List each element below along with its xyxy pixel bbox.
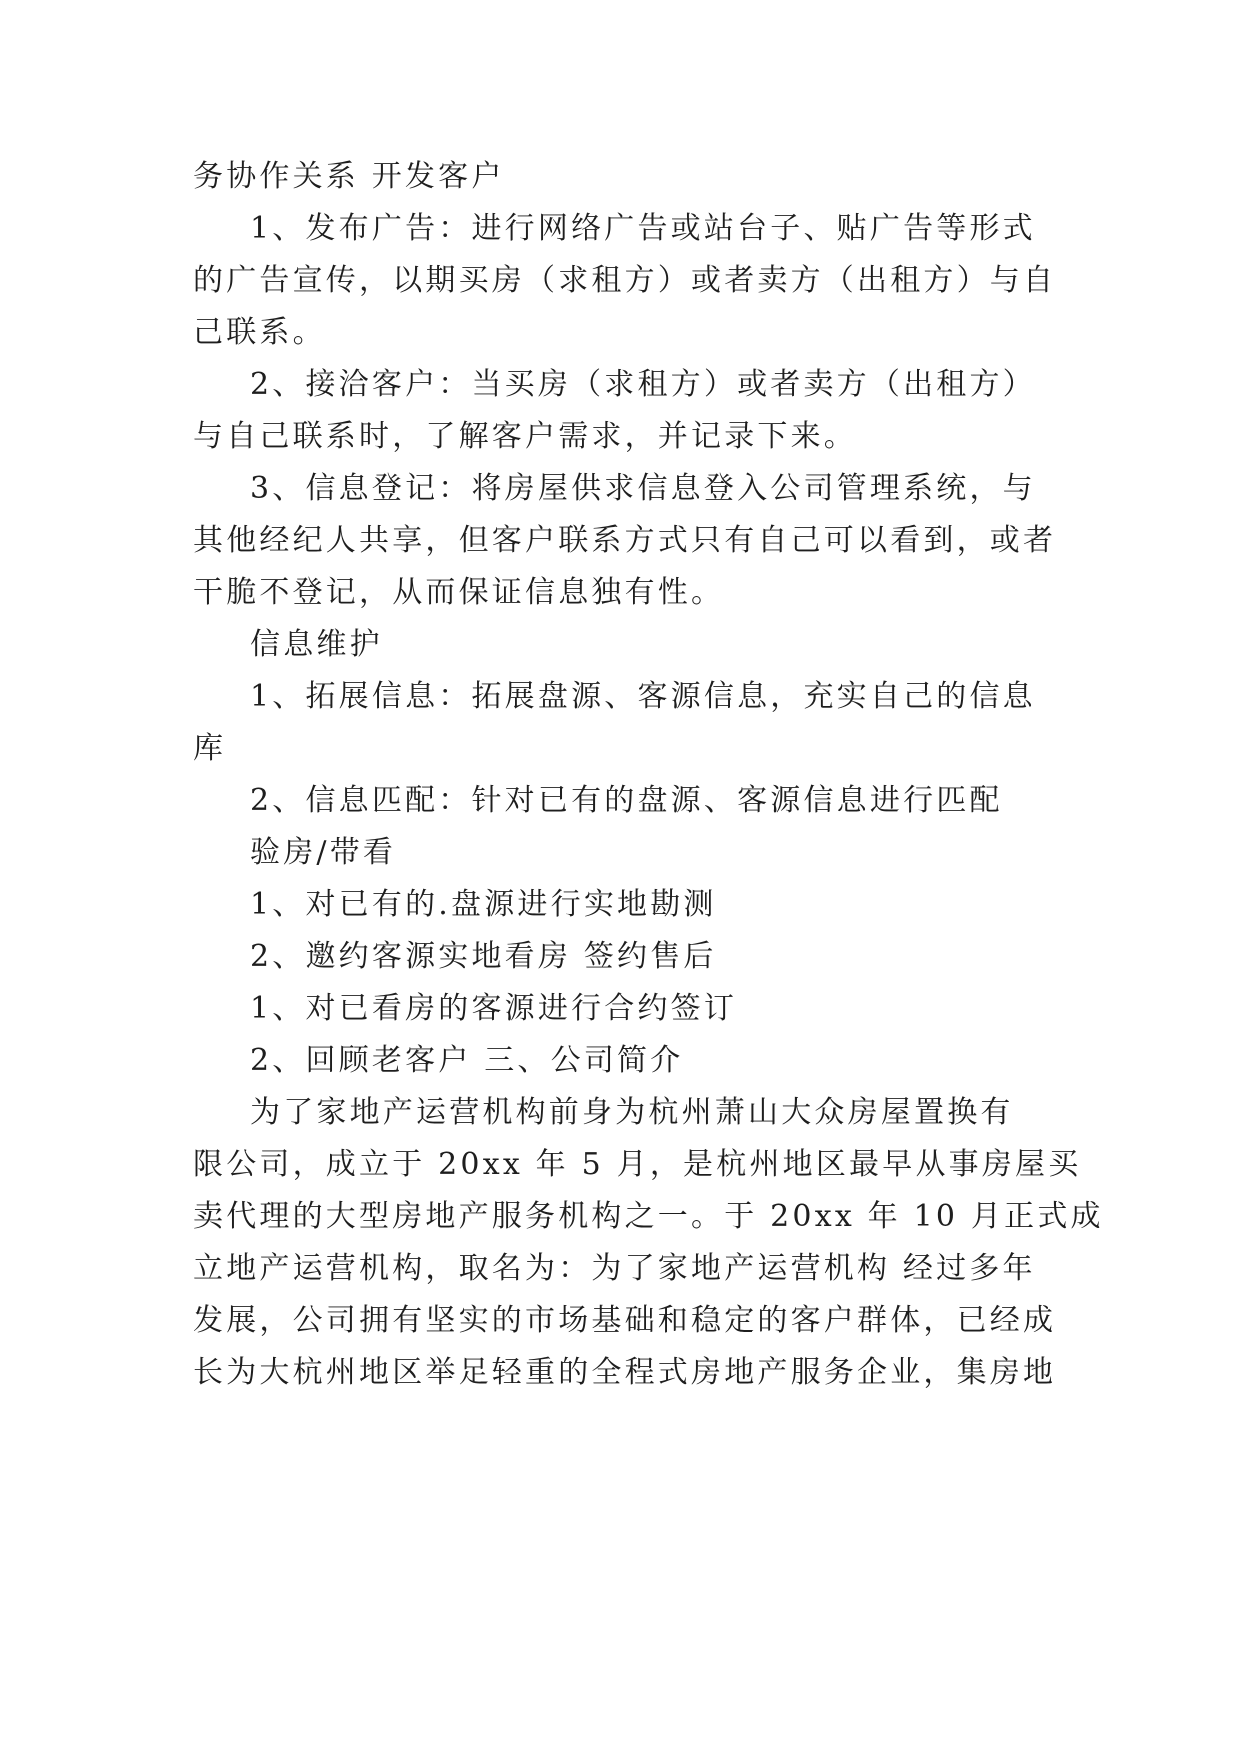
text-line: 的广告宣传，以期买房（求租方）或者卖方（出租方）与自 (193, 263, 1057, 298)
text-line: 卖代理的大型房地产服务机构之一。于 20xx 年 10 月正式成 (193, 1199, 1104, 1234)
text-line: 长为大杭州地区举足轻重的全程式房地产服务企业，集房地 (193, 1355, 1057, 1390)
text-line: 己联系。 (193, 315, 326, 350)
text-line: 2、接洽客户：当买房（求租方）或者卖方（出租方） (250, 367, 1036, 402)
text-line: 立地产运营机构，取名为：为了家地产运营机构 经过多年 (193, 1251, 1036, 1286)
section-heading: 信息维护 (250, 627, 383, 662)
text-line: 1、对已有的.盘源进行实地勘测 (250, 887, 717, 922)
text-line: 2、信息匹配：针对已有的盘源、客源信息进行匹配 (250, 783, 1003, 818)
text-line: 干脆不登记，从而保证信息独有性。 (193, 575, 725, 610)
text-line: 2、回顾老客户 三、公司简介 (250, 1043, 684, 1078)
text-line: 库 (193, 731, 227, 766)
text-line: 为了家地产运营机构前身为杭州萧山大众房屋置换有 (250, 1095, 1014, 1130)
text-line: 其他经纪人共享，但客户联系方式只有自己可以看到，或者 (193, 523, 1057, 558)
text-line: 与自己联系时，了解客户需求，并记录下来。 (193, 419, 857, 454)
text-line: 2、邀约客源实地看房 签约售后 (250, 939, 717, 974)
text-line: 发展，公司拥有坚实的市场基础和稳定的客户群体，已经成 (193, 1303, 1057, 1338)
text-line: 1、对已看房的客源进行合约签订 (250, 991, 738, 1026)
text-line: 3、信息登记：将房屋供求信息登入公司管理系统，与 (250, 471, 1036, 506)
text-line: 1、拓展信息：拓展盘源、客源信息，充实自己的信息 (250, 679, 1036, 714)
text-line: 务协作关系 开发客户 (193, 159, 505, 194)
text-line: 限公司，成立于 20xx 年 5 月，是杭州地区最早从事房屋买 (193, 1147, 1082, 1182)
section-heading: 验房/带看 (250, 835, 397, 870)
text-line: 1、发布广告：进行网络广告或站台子、贴广告等形式 (250, 211, 1036, 246)
